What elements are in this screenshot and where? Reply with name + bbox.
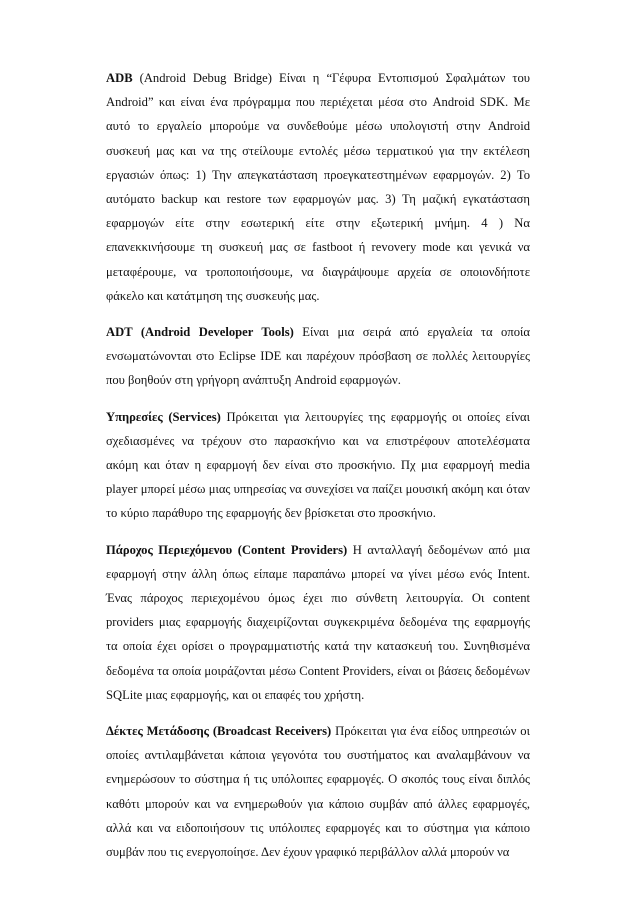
document-page [106,66,530,864]
paragraph-services [106,405,530,526]
paragraph-adt [106,320,530,393]
paragraph-adb-text: (Android Debug Bridge) Είναι η “Γέφυρα Εντοπισμού Σφαλμάτων του Android” και είναι ένα πρόγραμμα που περιέχεται μέσα στο Android SDK. Με αυτό το εργαλείο μπορούμε να συνδεθούμε μέσω υπολογιστή στην Android συσκευή μας και να της στείλουμε εντολές μέσω τερματικού για την εκτέλεση εργασιών όπως: 1) Την απεγκατάσταση προεγκατεστημένων εφαρμογών. 2) Το αυτόματο backup και restore των εφαρμογών μας. 3) Τη μαζική εγκατάσταση εφαρμογών είτε στην εσωτερική είτε στην εξωτερική μνήμη. 4 ) Να επανεκκινήσουμε τη συσκευή μας σε fastboot ή revovery mode και γενικά να μεταφέρουμε, να τροποποιήσουμε, να διαγράψουμε αρχεία σε οποιονδήποτε φάκελο και κατάτμηση της συσκευής μας. [106,71,530,303]
paragraph-services-text: Πρόκειται για λειτουργίες της εφαρμογής οι οποίες είναι σχεδιασμένες να τρέχουν στο παρασκήνιο και να επιστρέφουν αποτελέσματα ακόμη και όταν η εφαρμογή δεν είναι στο προσκήνιο. Πχ μια εφαρμογή media player μπορεί μέσω μιας υπηρεσίας να συνεχίσει να παίζει μουσική ακόμη και όταν το κύριο παράθυρο της εφαρμογής δεν βρίσκεται στο προσκήνιο. [106,409,531,521]
term-adb: ADB [106,71,133,85]
term-adt: ADT (Android Developer Tools) [106,325,294,340]
paragraph-content-providers-text: Η ανταλλαγή δεδομένων από μια εφαρμογή στην άλλη όπως είπαμε παραπάνω μπορεί να γίνει μέσω ενός Intent. Ένας πάροχος περιεχομένου όμως έχει πιο σύνθετη λειτουργία. Οι content providers μιας εφαρμογής διαχειρίζονται συγκεκριμένα δεδομένα της εφαρμογής τα οποία έχει ορίσει ο προγραμματιστής κατά την κατασκευή του. Συνηθισμένα δεδομένα τα οποία μοιράζονται μέσω Content Providers, είναι οι βάσεις δεδομένων SQLite μιας εφαρμογής, και οι επαφές του χρήστη. [106,542,530,702]
term-content-providers: Πάροχος Περιεχόμενου (Content Providers) [106,542,348,557]
paragraph-adt-text: Είναι μια σειρά από εργαλεία τα οποία ενσωματώνονται στο Eclipse IDE και παρέχουν πρόσβαση σε πολλές λειτουργίες που βοηθούν στη γρήγορη ανάπτυξη Android εφαρμογών. [106,325,530,388]
term-services: Υπηρεσίες (Services) [106,409,221,424]
paragraph-broadcast-receivers-text: Πρόκειται για ένα είδος υπηρεσιών οι οποίες αντιλαμβάνεται κάποια γεγονότα του συστήματος και αναλαμβάνουν να ενημερώσουν το σύστημα ή τις υπόλοιπες εφαρμογές. Ο σκοπός τους είναι διπλός καθότι μπορούν και να ενημερωθούν για κάποιο συμβάν από άλλες εφαρμογές, αλλά και να ειδοποιήσουν τις υπόλοιπες εφαρμογές και το σύστημα για κάποιο συμβάν που τις ενεργοποίησε. Δεν έχουν γραφικό περιβάλλον αλλά μπορούν να [106,724,530,860]
paragraph-broadcast-receivers [106,719,530,864]
term-broadcast-receivers: Δέκτες Μετάδοσης (Broadcast Receivers) [106,724,332,739]
paragraph-adb [106,66,530,308]
paragraph-content-providers [106,538,530,707]
